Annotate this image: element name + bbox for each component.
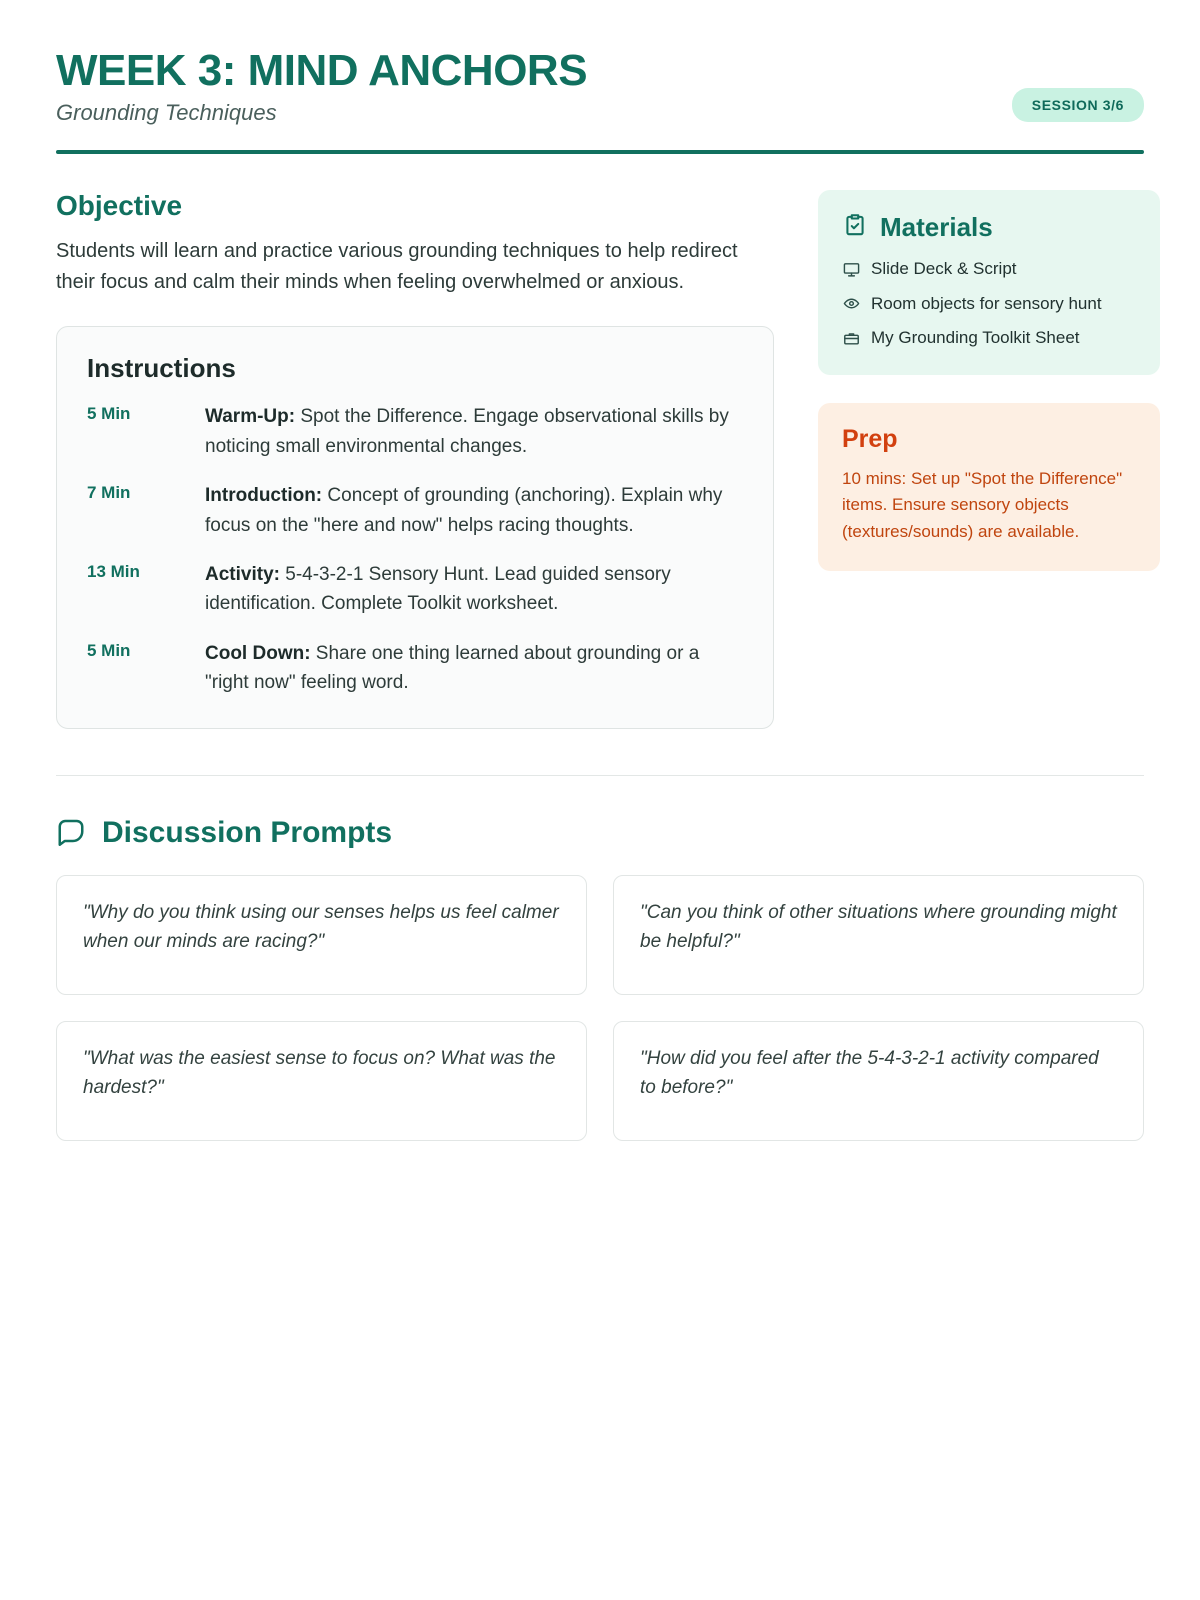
instruction-duration: 13 Min (87, 561, 140, 581)
content-area (56, 190, 1144, 729)
section-divider (56, 775, 1144, 776)
session-badge: SESSION 3/6 (1012, 88, 1144, 122)
clipboard-check-icon (842, 212, 868, 243)
discussion-prompt-text: "What was the easiest sense to focus on? What was the hardest?" (83, 1047, 556, 1099)
page-title: WEEK 3: MIND ANCHORS (56, 46, 588, 95)
materials-item-label: Slide Deck & Script (871, 259, 1017, 279)
instruction-row (87, 402, 743, 461)
instruction-body: Share one thing learned about grounding or a "right now" feeling word. (205, 642, 700, 694)
instruction-row (87, 639, 743, 698)
instruction-label: Introduction: (205, 485, 323, 507)
discussion-section (56, 816, 1144, 1141)
instruction-text (205, 560, 743, 619)
toolbox-icon (842, 329, 860, 347)
materials-card (818, 190, 1160, 375)
discussion-prompt-card (613, 875, 1144, 995)
discussion-prompt-text: "How did you feel after the 5-4-3-2-1 activity compared to before?" (640, 1047, 1099, 1099)
discussion-header (56, 816, 1144, 851)
discussion-prompt-text: "Can you think of other situations where grounding might be helpful?" (640, 901, 1117, 953)
instruction-label: Activity: (205, 563, 280, 585)
instruction-duration: 5 Min (87, 640, 131, 660)
prep-card (818, 403, 1160, 571)
header-divider (56, 150, 1144, 154)
instruction-text (205, 481, 743, 540)
instruction-duration: 5 Min (87, 404, 131, 424)
instruction-label: Cool Down: (205, 642, 311, 664)
main-column (56, 190, 774, 729)
instruction-label: Warm-Up: (205, 406, 296, 428)
materials-item-label: My Grounding Toolkit Sheet (871, 328, 1080, 348)
objective-heading: Objective (56, 190, 183, 222)
discussion-prompt-card (613, 1021, 1144, 1141)
page-subtitle: Grounding Techniques (56, 100, 277, 126)
instruction-duration: 7 Min (87, 483, 131, 503)
materials-item-label: Room objects for sensory hunt (871, 293, 1102, 313)
discussion-prompt-text: "Why do you think using our senses helps us feel calmer when our minds are racing?" (83, 901, 559, 953)
instruction-text (205, 639, 743, 698)
discussion-prompt-card (56, 1021, 587, 1141)
instruction-row (87, 481, 743, 540)
discussion-heading: Discussion Prompts (102, 816, 393, 850)
discussion-prompt-grid (56, 875, 1144, 1141)
materials-item (842, 292, 1136, 317)
discussion-prompt-card (56, 875, 587, 995)
materials-header (842, 212, 1136, 243)
speech-bubble-icon (56, 816, 86, 851)
instruction-body: Spot the Difference. Engage observational skills by noticing small environmental changes. (205, 406, 729, 457)
materials-item (842, 257, 1136, 282)
instruction-body: 5-4-3-2-1 Sensory Hunt. Lead guided sensory identification. Complete Toolkit worksheet. (205, 563, 671, 615)
instructions-heading: Instructions (87, 353, 236, 384)
objective-text: Students will learn and practice various grounding techniques to help redirect their focus and calm their minds when feeling overwhelmed or anxious. (56, 240, 738, 294)
instruction-body: Concept of grounding (anchoring). Explain why focus on the "here and now" helps racing thoughts. (205, 485, 723, 536)
instruction-text (205, 402, 743, 461)
monitor-icon (842, 260, 860, 278)
page-header (56, 48, 1144, 126)
instruction-row (87, 560, 743, 619)
eye-icon (842, 295, 860, 313)
prep-text: 10 mins: Set up "Spot the Difference" items. Ensure sensory objects (textures/sounds) are available. (842, 469, 1123, 541)
materials-item (842, 326, 1136, 351)
side-column (818, 190, 1160, 571)
prep-heading: Prep (842, 425, 898, 454)
instructions-card (56, 326, 774, 729)
materials-heading: Materials (880, 212, 993, 243)
